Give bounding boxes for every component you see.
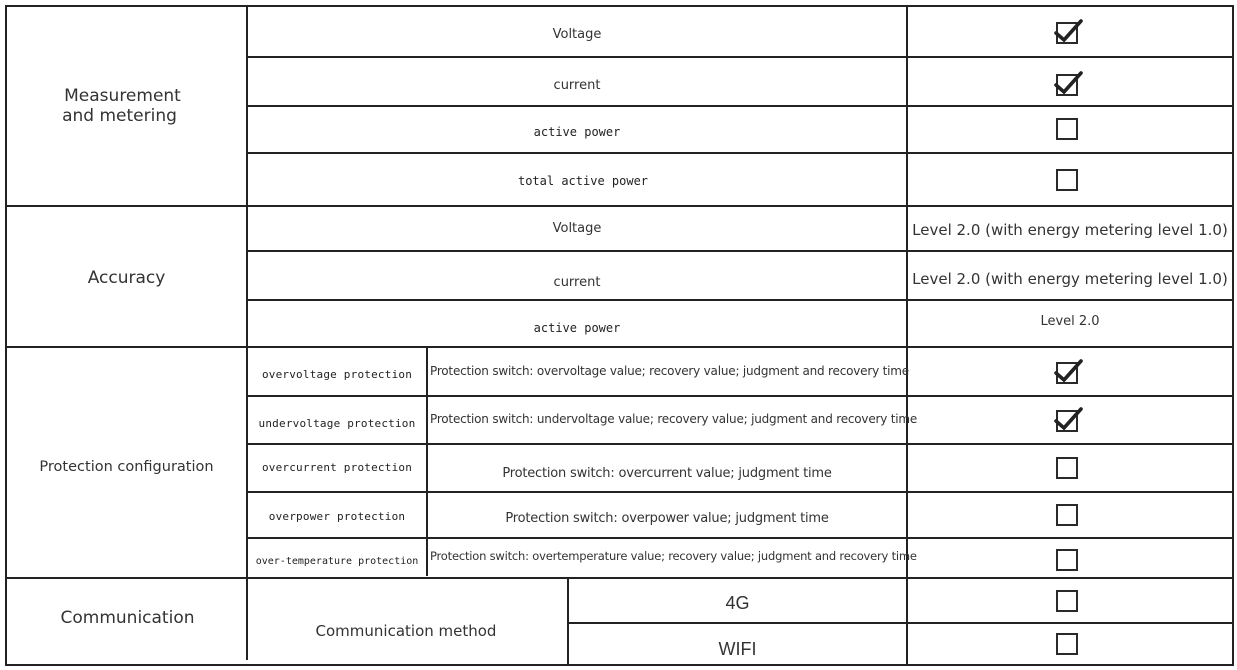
checkbox-unchecked[interactable]: [1056, 549, 1078, 571]
protection-check-undervoltage[interactable]: [908, 397, 1232, 443]
communication-option-wifi: [569, 624, 906, 664]
measurement-label-line1: Measurement: [64, 85, 181, 106]
protection-name: undervoltage protection: [258, 416, 416, 430]
protection-name-over-temperature: [248, 539, 426, 577]
checkbox-checked[interactable]: [1056, 22, 1078, 44]
table-border-bottom: [5, 664, 1234, 666]
protection-name: overvoltage protection: [261, 368, 413, 381]
section-label-accuracy: [7, 207, 246, 346]
measurement-item-current: [248, 58, 906, 105]
protection-description: Protection switch: overvoltage value; recovery value; judgment and recovery time: [430, 363, 909, 378]
protection-name-overcurrent: [248, 445, 426, 491]
protection-name: over-temperature protection: [255, 555, 419, 567]
checkmark-icon: [1054, 67, 1084, 97]
protection-description: Protection switch: overtemperature value; recovery value; judgment and recovery time: [430, 549, 917, 563]
measurement-check-total-active-power[interactable]: [908, 154, 1232, 205]
protection-name-overvoltage: [248, 348, 426, 395]
accuracy-item-current: [248, 252, 906, 299]
protection-description: Protection switch: overcurrent value; judgment time: [502, 465, 832, 481]
option-label: WIFI: [718, 638, 757, 659]
checkbox-unchecked[interactable]: [1056, 169, 1078, 191]
protection-desc-overcurrent: [428, 445, 906, 491]
communication-check-4g[interactable]: [908, 579, 1232, 622]
protection-description: Protection switch: undervoltage value; recovery value; judgment and recovery time: [430, 412, 918, 426]
option-label: 4G: [725, 593, 750, 613]
checkbox-unchecked[interactable]: [1056, 590, 1078, 612]
section-label-communication: [7, 579, 246, 664]
protection-name: overpower protection: [268, 509, 406, 523]
checkbox-unchecked[interactable]: [1056, 457, 1078, 479]
protection-desc-undervoltage: [428, 397, 918, 443]
checkbox-checked[interactable]: [1056, 74, 1078, 96]
accuracy-item-voltage: [248, 207, 906, 250]
protection-check-over-temperature[interactable]: [908, 539, 1232, 577]
item-label: Voltage: [552, 221, 602, 236]
checkbox-checked[interactable]: [1056, 410, 1078, 432]
item-label: current: [553, 275, 601, 290]
protection-check-overpower[interactable]: [908, 493, 1232, 537]
checkbox-checked[interactable]: [1056, 362, 1078, 384]
protection-desc-overpower: [428, 493, 906, 537]
checkbox-unchecked[interactable]: [1056, 633, 1078, 655]
protection-name-undervoltage: [248, 397, 426, 443]
accuracy-item-active-power: [248, 301, 906, 346]
item-label: current: [553, 78, 601, 93]
communication-check-wifi[interactable]: [908, 624, 1232, 664]
measurement-check-active-power[interactable]: [908, 107, 1232, 152]
value-text: Level 2.0 (with energy metering level 1.0): [912, 221, 1228, 239]
checkbox-unchecked[interactable]: [1056, 118, 1078, 140]
checkmark-icon: [1054, 355, 1084, 385]
item-label: total active power: [517, 173, 649, 188]
protection-name: overcurrent protection: [261, 460, 413, 474]
item-label: active power: [533, 320, 621, 335]
communication-method-label: [248, 579, 567, 664]
protection-label: Protection configuration: [39, 458, 214, 475]
section-label-protection: [7, 348, 246, 577]
communication-label: Communication: [60, 608, 195, 628]
item-label: active power: [533, 124, 621, 139]
measurement-item-active-power: [248, 107, 906, 152]
accuracy-value-current: [908, 252, 1232, 299]
checkmark-icon: [1054, 403, 1084, 433]
communication-option-4g: [569, 579, 906, 622]
measurement-item-total-active-power: [248, 154, 906, 205]
measurement-item-voltage: [248, 7, 906, 56]
protection-description: Protection switch: overpower value; judgment time: [505, 510, 829, 526]
protection-check-overvoltage[interactable]: [908, 348, 1232, 395]
measurement-check-voltage[interactable]: [908, 7, 1232, 56]
accuracy-value-active-power: [908, 301, 1232, 346]
protection-desc-over-temperature: [428, 539, 917, 577]
accuracy-label: Accuracy: [87, 268, 166, 288]
accuracy-value-voltage: [908, 207, 1232, 250]
protection-check-overcurrent[interactable]: [908, 445, 1232, 491]
checkmark-icon: [1054, 15, 1084, 45]
method-label: Communication method: [315, 621, 497, 640]
value-text: Level 2.0 (with energy metering level 1.0): [912, 269, 1228, 288]
measurement-check-current[interactable]: [908, 58, 1232, 105]
value-text: Level 2.0: [1040, 314, 1100, 329]
protection-name-overpower: [248, 493, 426, 537]
checkbox-unchecked[interactable]: [1056, 504, 1078, 526]
item-label: Voltage: [552, 27, 602, 42]
measurement-label-line2: and metering: [62, 105, 177, 126]
section-label-measurement: [7, 7, 246, 205]
protection-desc-overvoltage: [428, 348, 909, 395]
